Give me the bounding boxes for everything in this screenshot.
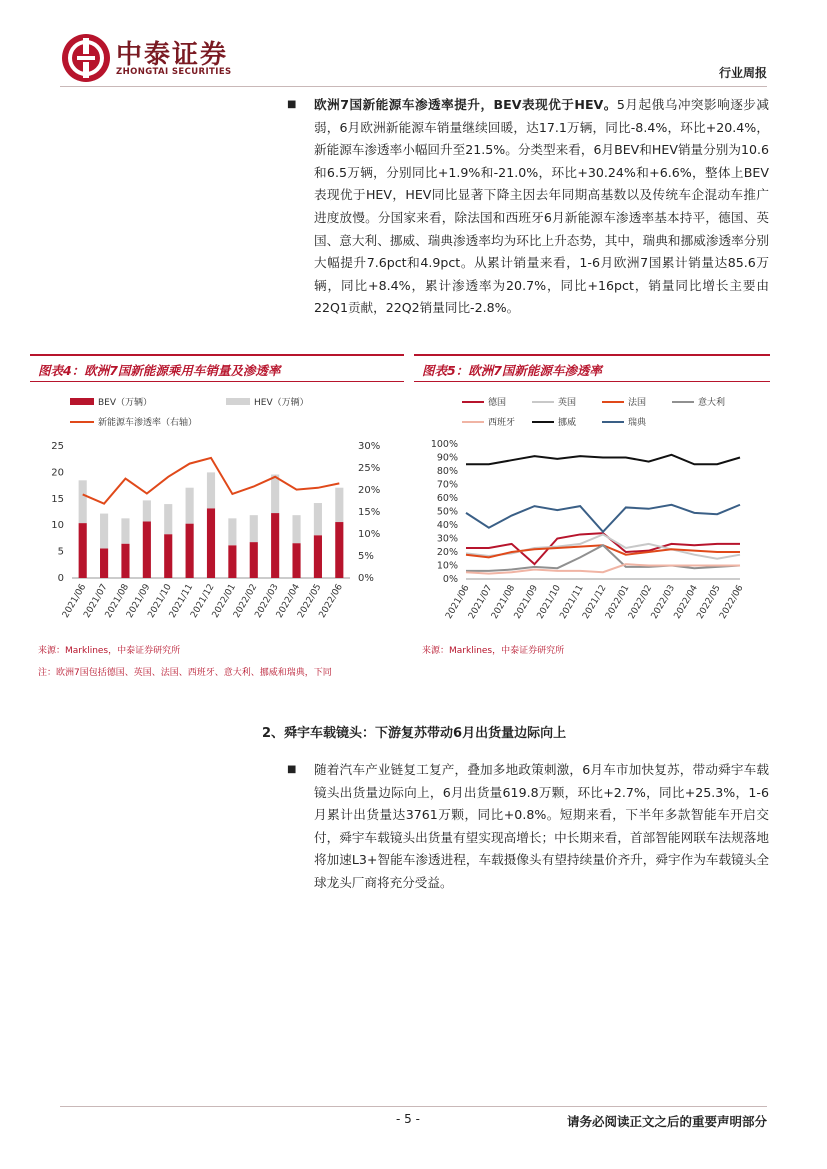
section-title: 2、舜宇车载镜头：下游复苏带动6月出货量边际向上 [262,726,567,741]
legend-swatch-bev [70,398,94,405]
fig4-x-tick: 2022/03 [253,582,281,620]
fig4-y2-tick: 30% [358,441,381,452]
fig4-y-tick: 0 [57,573,64,584]
fig5-y-tick: 20% [436,547,458,558]
fig5-chart [414,386,774,634]
fig5-plot-area [431,439,746,621]
fig5-x-tick: 2021/09 [512,583,541,621]
fig4-y-tick: 5 [57,546,64,558]
fig4-y-tick: 20 [51,467,64,479]
fig4-bar-bev [121,544,129,578]
paragraph-body: 5月起俄乌冲突影响逐步减弱，6月欧洲新能源车销量继续回暖，达17.1万辆，同比-8.4%，环比+20.4%，新能源车渗透率小幅回升至21.5%。分类型来看，6月BEV和HEV销量分别为10.6和6.5万辆，分别同比+1.9%和-21.0%，环比+30.24%和+6.6%，整体上BEV表现优于HEV，HEV同比显著下降主因去年同期高基数以及传统车企混动车推广进度放慢。分国家来看，除法国和西班牙6月新能源车渗透率基本持平，德国、英国、意大利、挪威、瑞典渗透率均为环比上升态势，其中，瑞典和挪威渗透率分别大幅提升7.6pct和4.9pct。从累计销量来看，1-6月欧洲7国累计销量达85.6万辆，同比+8.4%，累计渗透率为20.7%，同比+16pct，销量同比增长主要由22Q1贡献，22Q2销量同比-2.8%。 [314,97,770,316]
fig4-x-tick: 2022/02 [232,582,260,620]
fig5-y-tick: 50% [436,506,458,518]
fig5-x-tick: 2022/03 [649,583,678,621]
fig4-bar-bev [100,548,108,578]
fig4-bar-hev [228,518,236,545]
fig4-bar-hev [207,472,215,508]
legend-label-2: 法国 [628,398,647,408]
bullet-icon: ■ [287,99,297,110]
fig4-y2-tick: 5% [358,551,374,562]
fig4-x-tick: 2021/06 [60,582,89,620]
page-number: - 5 - [396,1112,420,1126]
fig5-y-tick: 30% [436,533,458,545]
legend-label-4: 西班牙 [488,418,516,428]
fig4-legend [70,396,309,428]
paragraph-sunny-optical: 随着汽车产业链复工复产，叠加多地政策刺激，6月车市加快复苏，带动舜宇车载镜头出货量边际向上，6月出货量619.8万颗，环比+2.7%，同比+25.3%，1-6月累计出货量达3761万颗，同比+0.8%。短期来看，下半年多款智能车开启交付，舜宇车载镜头出货量有望实现高增长；中长期来看，首部智能网联车法规落地将加速L3+智能车渗透进程，车载摄像头有望持续量价齐升，舜宇作为车载镜头全球龙头厂商将充分受益。 [314,762,769,890]
fig4-y2-tick: 10% [358,529,381,540]
footer-disclaimer: 请务必阅读正文之后的重要声明部分 [566,1114,767,1129]
legend-label-hev: HEV（万辆） [254,398,309,408]
fig4-x-tick: 2021/10 [146,582,174,620]
fig5-x-tick: 2021/07 [467,583,495,621]
fig4-x-tick: 2021/12 [189,582,217,620]
fig5-x-tick: 2021/08 [489,583,518,621]
legend-label-bev: BEV（万辆） [98,398,153,408]
fig5-series-line-6 [466,505,740,532]
brand-name-cn: 中泰证券 [116,40,229,70]
fig4-bar-hev [143,500,151,521]
fig4-bar-bev [143,522,151,578]
fig5-y-tick: 100% [430,439,458,450]
legend-label-6: 瑞典 [628,418,647,428]
document-type: 行业周报 [718,66,767,80]
fig4-note: 注：欧洲7国包括德国、英国、法国、西班牙、意大利、挪威和瑞典，下同 [38,668,332,678]
fig4-bar-hev [100,514,108,549]
fig5-y-tick: 70% [436,479,458,491]
fig5-y-tick: 90% [436,452,458,464]
fig5-series-line-3 [466,545,740,571]
fig4-bar-bev [186,524,194,578]
fig5-title-rule [414,381,770,382]
fig5-title: 图表5：欧洲7国新能源车渗透率 [422,363,602,378]
fig4-bar-hev [271,475,279,514]
fig4-x-tick: 2022/04 [274,582,303,620]
fig5-series-line-5 [466,455,740,464]
header-divider [60,86,767,87]
fig4-bar-hev [314,503,322,535]
fig4-y2-tick: 0% [358,573,374,584]
fig5-x-tick: 2022/06 [718,583,746,621]
fig5-y-tick: 40% [436,520,458,531]
fig4-bar-hev [250,515,258,542]
fig4-bar-bev [250,542,258,578]
fig4-y2-tick: 15% [358,507,381,518]
legend-swatch-hev [226,398,250,405]
fig4-bar-bev [314,535,322,578]
legend-label-0: 德国 [488,398,507,408]
fig5-y-tick: 60% [436,493,458,504]
fig4-y-tick: 15 [51,493,64,505]
fig4-chart [30,386,410,634]
fig5-x-tick: 2022/04 [672,583,700,621]
fig5-y-tick: 80% [436,466,458,477]
fig5-x-tick: 2022/01 [604,583,632,621]
fig4-bar-bev [164,534,172,578]
paragraph-lead: 欧洲7国新能源车渗透率提升，BEV表现优于HEV。 [314,97,617,112]
fig5-x-tick: 2021/10 [535,583,563,621]
fig4-y2-tick: 20% [358,485,381,496]
fig4-y-tick: 25 [51,441,64,452]
fig4-bar-hev [335,488,343,522]
zhongtai-logo-icon [60,32,112,84]
fig4-plot-area [51,441,380,620]
fig4-top-rule [30,354,404,356]
fig4-x-tick: 2021/07 [82,582,110,620]
fig4-source: 来源：Marklines，中泰证券研究所 [38,646,181,656]
fig5-x-tick: 2021/06 [444,583,472,621]
fig5-y-tick: 10% [436,560,458,572]
fig4-bar-bev [228,545,236,578]
legend-label-3: 意大利 [698,398,726,408]
fig5-x-tick: 2022/02 [626,583,655,621]
bullet-icon: ■ [287,764,297,775]
footer-divider [60,1106,767,1107]
fig4-x-tick: 2022/01 [210,582,238,620]
fig4-x-tick: 2022/06 [317,582,345,620]
fig4-x-tick: 2022/05 [296,582,324,620]
fig4-bar-bev [271,513,279,578]
fig5-x-tick: 2022/05 [695,583,723,621]
fig5-x-tick: 2021/11 [558,583,586,621]
fig4-bar-hev [79,480,87,523]
fig5-y-tick: 0% [442,574,458,585]
fig4-bar-hev [121,518,129,543]
legend-label-5: 挪威 [558,418,577,428]
fig4-x-tick: 2021/09 [125,582,153,620]
fig4-bar-bev [292,543,300,578]
fig5-series-line-0 [466,533,740,564]
fig4-bar-hev [186,488,194,524]
fig4-x-tick: 2021/08 [103,582,132,620]
fig4-y2-tick: 25% [358,463,381,474]
fig4-y-tick: 10 [51,520,64,532]
fig4-bar-hev [164,504,172,534]
fig5-legend [462,396,725,428]
fig5-top-rule [414,354,770,356]
fig4-title-rule [30,381,404,382]
fig4-x-tick: 2021/11 [167,582,196,620]
fig4-bar-hev [292,515,300,543]
brand-name-en: ZHONGTAI SECURITIES [116,67,232,77]
fig4-bar-bev [207,508,215,578]
fig5-source: 来源：Marklines，中泰证券研究所 [422,646,565,656]
fig4-bar-bev [79,523,87,578]
fig4-bar-bev [335,522,343,578]
fig5-x-tick: 2021/12 [581,583,609,621]
legend-label-penetration: 新能源车渗透率（右轴） [98,418,198,428]
fig4-title: 图表4：欧洲7国新能源乘用车销量及渗透率 [38,363,281,378]
legend-label-1: 英国 [558,398,577,408]
paragraph-europe [314,94,769,320]
